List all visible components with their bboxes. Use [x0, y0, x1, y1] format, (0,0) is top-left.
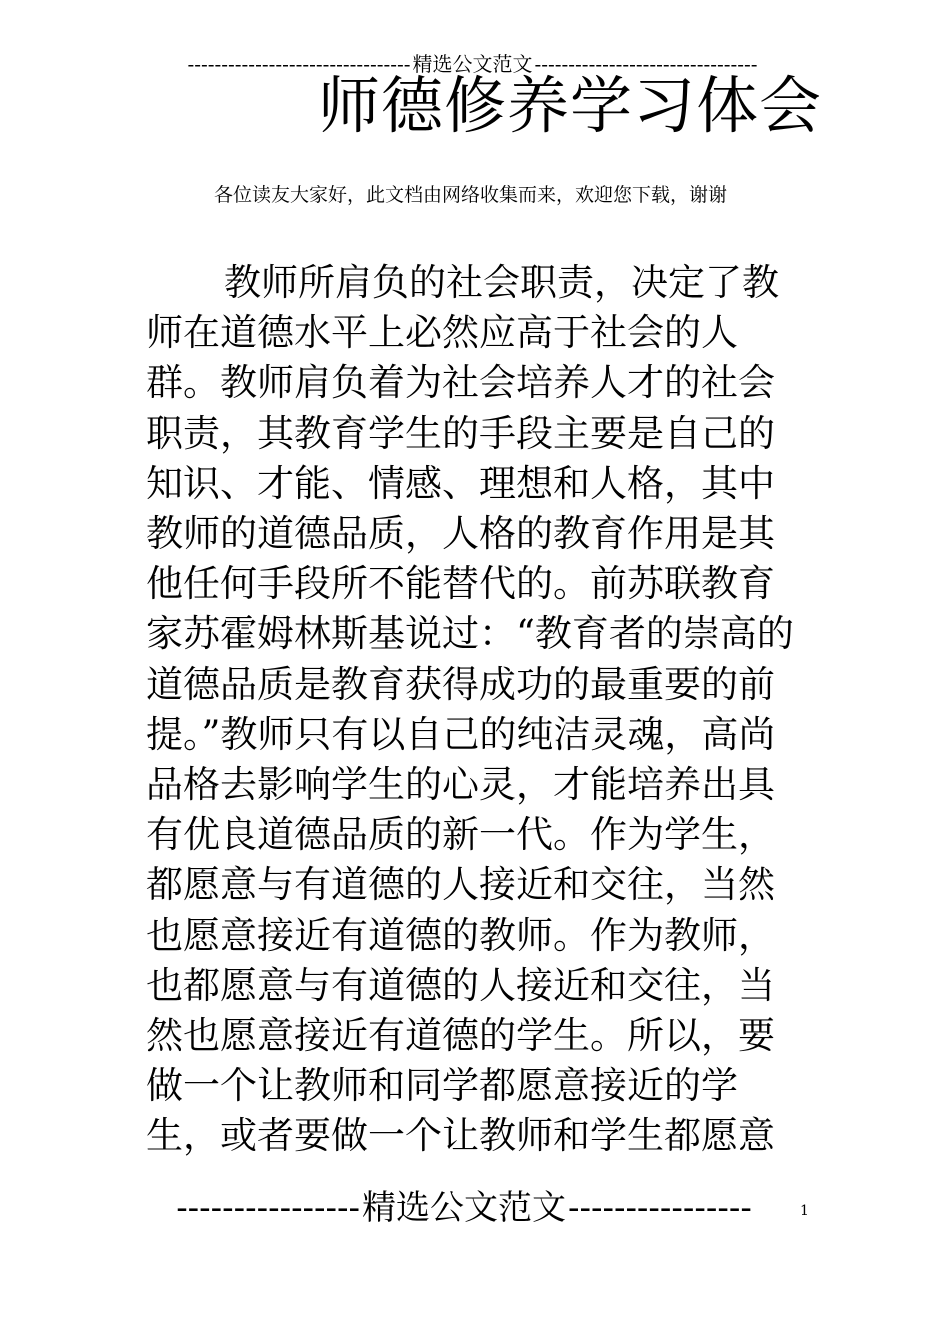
body-paragraph: 教师所肩负的社会职责，决定了教师在道德水平上必然应高于社会的人群。教师肩负着为社会培养人才的社会职责，其教育学生的手段主要是自己的知识、才能、情感、理想和人格，其中教师的道德品质，人格的教育作用是其他任何手段所不能替代的。前苏联教育家苏霍姆林斯基说过：“教育者的崇高的道德品质是教育获得成功的最重要的前提。”教师只有以自己的纯洁灵魂，高尚品格去影响学生的心灵，才能培养出具有优良道德品质的新一代。作为学生，都愿意与有道德的人接近和交往，当然也愿意接近有道德的教师。作为教师，也都愿意与有道德的人接近和交往，当然也愿意接近有道德的学生。所以，要做一个让教师和同学都愿意接近的学生，或者要做一个让教师和学生都愿意: [146, 261, 794, 1158]
footer-label: 精选公文范文: [362, 1188, 566, 1228]
footer-dashes-left: ----------------: [176, 1188, 360, 1228]
page-number: 1: [800, 1203, 809, 1219]
document-title: 师德修养学习体会: [318, 69, 823, 142]
header-dashes-left: ---------------------------------: [187, 52, 411, 76]
header-dashes-right: ---------------------------------: [534, 52, 758, 76]
footer-dashes-right: ----------------: [568, 1188, 752, 1228]
page-footer: [146, 1183, 782, 1233]
header-label: 精选公文范文: [412, 52, 533, 76]
download-notice: 各位读友大家好，此文档由网络收集而来，欢迎您下载，谢谢: [214, 184, 728, 206]
